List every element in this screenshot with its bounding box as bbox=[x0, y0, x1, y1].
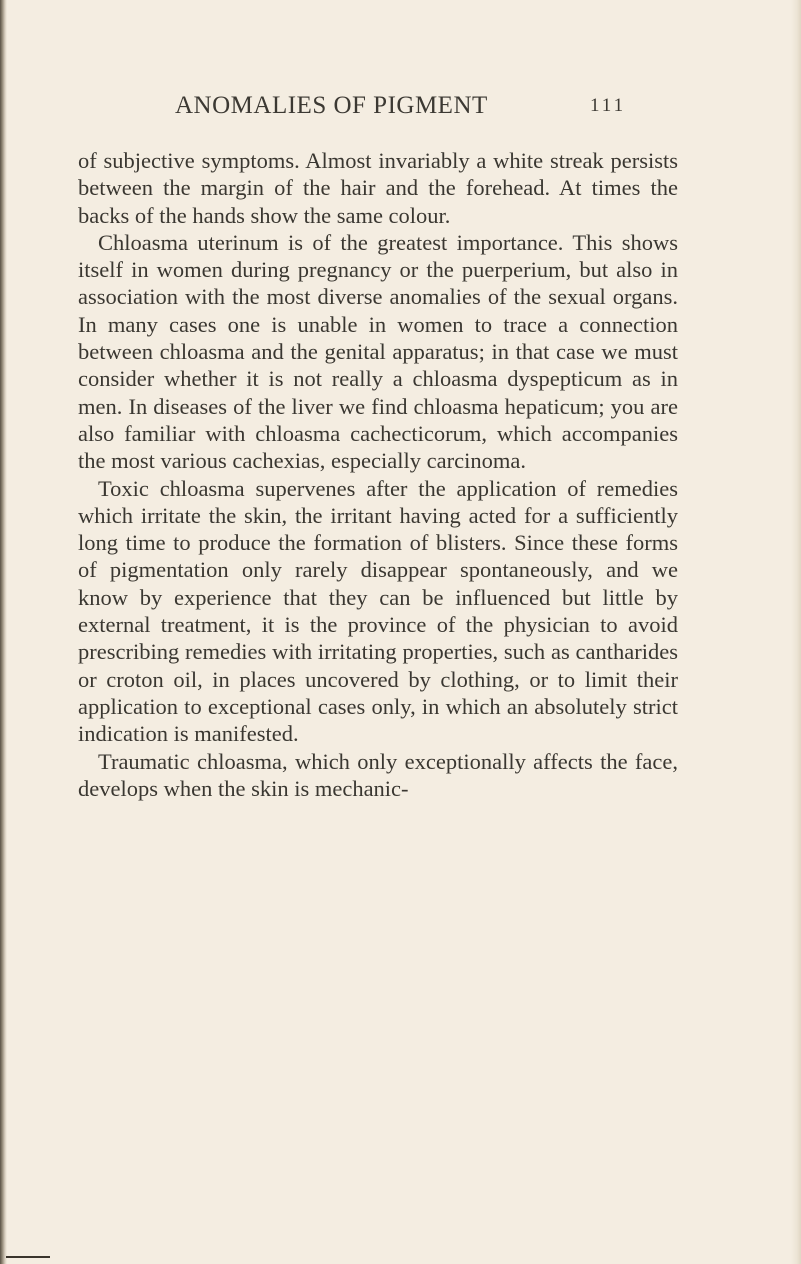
page-outer-edge bbox=[791, 0, 801, 1264]
paragraph: Traumatic chloasma, which only exceptionally affects the face, develops when the skin is mechanic- bbox=[78, 748, 678, 801]
body-text bbox=[78, 147, 678, 802]
page-binding-edge bbox=[0, 0, 7, 1264]
running-head: ANOMALIES OF PIGMENT bbox=[175, 92, 488, 119]
page-corner-mark bbox=[6, 1256, 50, 1258]
page-header bbox=[60, 92, 760, 128]
page-number: 111 bbox=[590, 95, 627, 116]
paragraph: of subjective symptoms. Almost invariably a white streak persists between the margin of the hair and the forehead. At times the backs of the hands show the same colour. bbox=[78, 148, 678, 228]
paragraph: Chloasma uterinum is of the greatest importance. This shows itself in women during pregnancy or the puerperium, but also in association with the most diverse anomalies of the sexual organs. In many cases one is unable in women to trace a connection between chloasma and the genital apparatus; in that case we must consider whether it is not really a chloasma dyspepticum as in men. In diseases of the liver we find chloasma hepaticum; you are also familiar with chloasma cachecticorum, which accompanies the most various cachexias, especially carcinoma. bbox=[78, 229, 678, 474]
paragraph: Toxic chloasma supervenes after the application of remedies which irritate the skin, the irritant having acted for a sufficiently long time to produce the formation of blisters. Since these forms of pigmentation only rarely disappear spontaneously, and we know by experience that they can be influenced but little by external treatment, it is the province of the physician to avoid prescribing remedies with irritating properties, such as cantharides or croton oil, in places uncovered by clothing, or to limit their application to exceptional cases only, in which an absolutely strict indication is manifested. bbox=[78, 475, 678, 747]
